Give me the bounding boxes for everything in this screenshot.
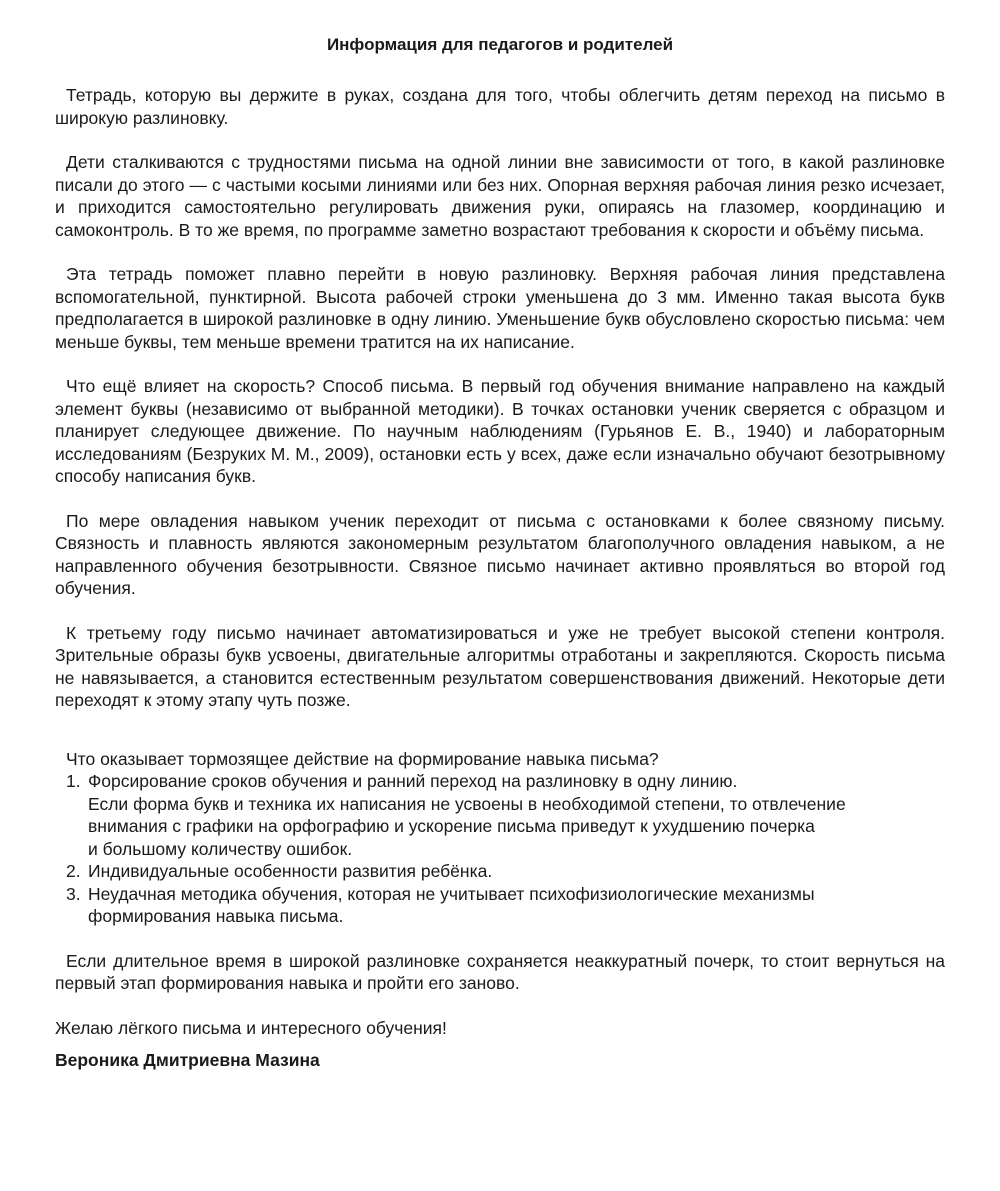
inhibiting-factors-block bbox=[55, 748, 945, 928]
paragraph-transition: Эта тетрадь поможет плавно перейти в новую разлиновку. Верхняя рабочая линия представлена вспомогательной, пунктирной. Высота рабочей строки уменьшена до 3 мм. Именно такая высота букв предполагается в широкой разлиновке в одну линию. Уменьшение букв обусловлено скоростью письма: чем меньше буквы, тем меньше времени тратится на их написание. bbox=[55, 264, 945, 352]
paragraph-automation: К третьему году письмо начинает автоматизироваться и уже не требует высокой степени контроля. Зрительные образы букв усвоены, двигательные алгоритмы отработаны и закрепляются. Скорость письма не навязывается, а становится естественным результатом совершенствования движений. Некоторые дети переходят к этому этапу чуть позже. bbox=[55, 622, 945, 710]
author-signature: Вероника Дмитриевна Мазина bbox=[55, 1050, 320, 1070]
list-line: формирования навыка письма. bbox=[88, 906, 344, 926]
list-number: 3. bbox=[66, 883, 81, 904]
factors-list bbox=[55, 770, 945, 928]
paragraph-intro: Тетрадь, которую вы держите в руках, создана для того, чтобы облегчить детям переход на письмо в широкую разлиновку. bbox=[55, 85, 945, 128]
list-line: Форсирование сроков обучения и ранний переход на разлиновку в одну линию. bbox=[88, 771, 738, 791]
list-line: Неудачная методика обучения, которая не учитывает психофизиологические механизмы bbox=[88, 883, 815, 904]
paragraph-difficulties: Дети сталкиваются с трудностями письма на одной линии вне зависимости от того, в какой разлиновке писали до этого — с частыми косыми линиями или без них. Опорная верхняя рабочая линия резко исчезает, и приходится самостоятельно регулировать движения руки, опираясь на глазомер, координацию и самоконтроль. В то же время, по программе заметно возрастают требования к скорости и объёму письма. bbox=[55, 152, 945, 240]
document-page bbox=[55, 34, 945, 1072]
paragraph-speed: Что ещё влияет на скорость? Способ письма. В первый год обучения внимание направлено на каждый элемент буквы (независимо от выбранной методики). В точках остановки ученик сверяется с образцом и планирует следующее движение. По научным наблюдениям (Гурьянов Е. В., 1940) и лабораторным исследованиям (Безруких М. М., 2009), остановки есть у всех, даже если изначально обучают безотрывному способу написания букв. bbox=[55, 376, 945, 486]
list-item bbox=[55, 860, 945, 883]
paragraph-advice: Если длительное время в широкой разлиновке сохраняется неаккуратный почерк, то стоит вернуться на первый этап формирования навыка и пройти его заново. bbox=[55, 950, 945, 993]
paragraph-fluency: По мере овладения навыком ученик переходит от письма с остановками к более связному письму. Связность и плавность являются закономерным результатом благополучного овладения навыком, а не направленного обучения безотрывности. Связное письмо начинает активно проявляться во второй год обучения. bbox=[55, 510, 945, 598]
list-line: и большому количеству ошибок. bbox=[88, 838, 353, 859]
document-title: Информация для педагогов и родителей bbox=[326, 35, 674, 54]
list-line: внимания с графики на орфографию и ускорение письма приведут к ухудшению почерка bbox=[88, 816, 815, 836]
list-line: Если форма букв и техника их написания не усвоены в необходимой степени, то отвлечение bbox=[88, 793, 846, 814]
list-line: Индивидуальные особенности развития ребёнка. bbox=[88, 861, 493, 881]
closing-wish: Желаю лёгкого письма и интересного обучения! bbox=[55, 1017, 447, 1038]
list-item bbox=[55, 770, 945, 860]
list-number: 1. bbox=[66, 771, 81, 791]
list-number: 2. bbox=[66, 861, 81, 881]
list-item bbox=[55, 883, 945, 928]
question-heading: Что оказывает тормозящее действие на формирование навыка письма? bbox=[66, 748, 659, 769]
